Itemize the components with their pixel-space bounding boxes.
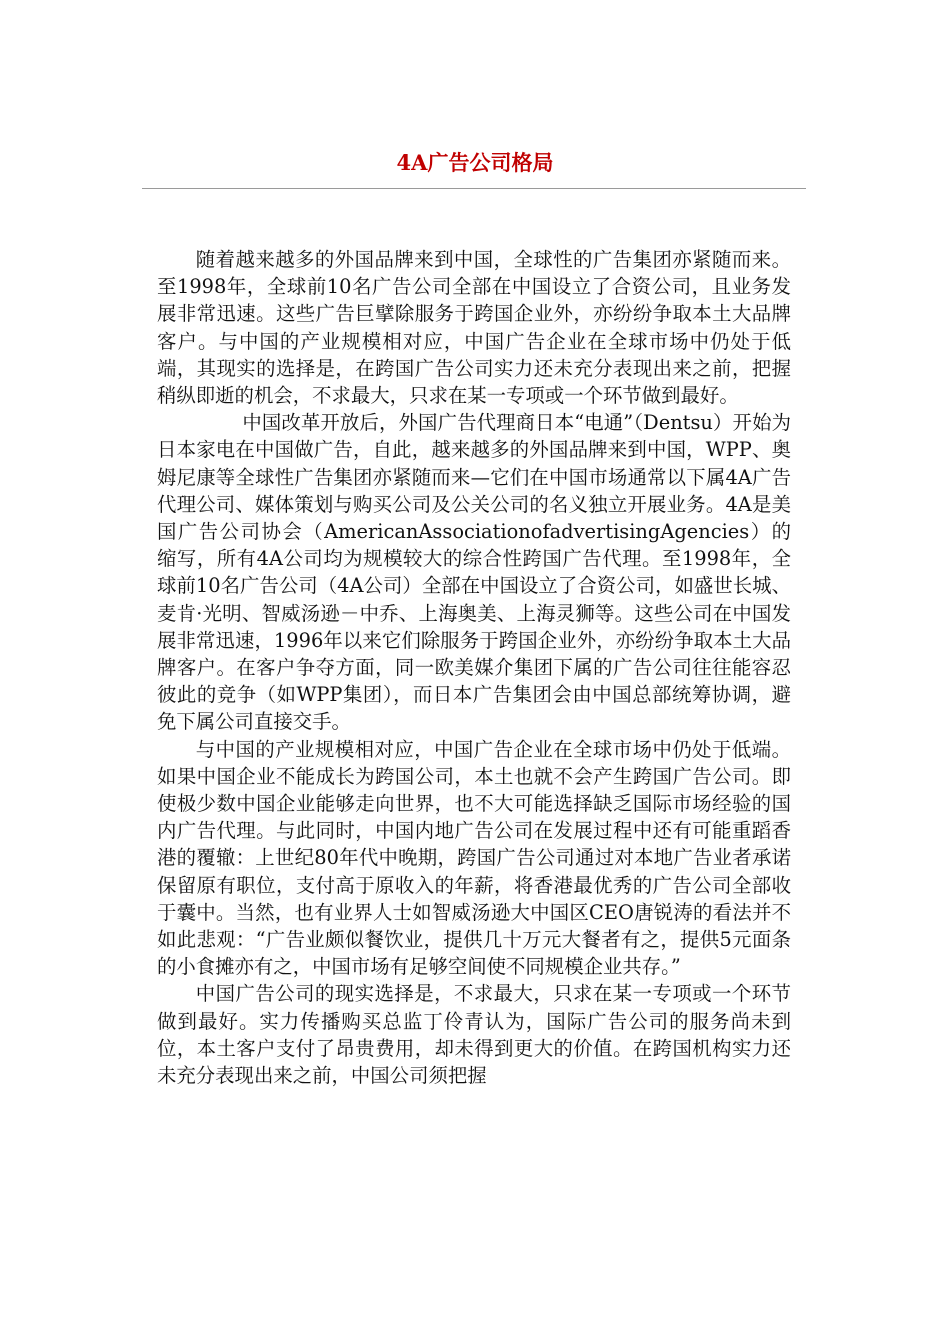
paragraph-3: 与中国的产业规模相对应，中国广告企业在全球市场中仍处于低端。如果中国企业不能成长为跨国公司，本土也就不会产生跨国广告公司。即使极少数中国企业能够走向世界，也不大可能选择缺乏国际市场经验的国内广告代理。与此同时，中国内地广告公司在发展过程中还有可能重蹈香港的覆辙：上世纪80年代中晚期，跨国广告公司通过对本地广告业者承诺保留原有职位，支付高于原收入的年薪，将香港最优秀的广告公司全部收于囊中。当然，也有业界人士如智威汤逊大中国区CEO唐锐涛的看法并不如此悲观：“广告业颇似餐饮业，提供几十万元大餐者有之，提供5元面条的小食摊亦有之，中国市场有足够空间使不同规模企业共存。” [157, 737, 791, 979]
paragraph-1: 随着越来越多的外国品牌来到中国，全球性的广告集团亦紧随而来。至1998年，全球前10名广告公司全部在中国设立了合资公司，且业务发展非常迅速。这些广告巨擘除服务于跨国企业外，亦纷纷争取本土大品牌客户。与中国的产业规模相对应，中国广告企业在全球市场中仍处于低端，其现实的选择是，在跨国广告公司实力还未充分表现出来之前，把握稍纵即逝的机会，不求最大，只求在某一专项或一个环节做到最好。 [157, 248, 791, 408]
paragraph-4: 中国广告公司的现实选择是，不求最大，只求在某一专项或一个环节做到最好。实力传播购买总监丁伶青认为，国际广告公司的服务尚未到位，本土客户支付了昂贵费用，却未得到更大的价值。在跨国机构实力还未充分表现出来之前，中国公司须把握 [157, 982, 791, 1088]
title-divider [142, 188, 806, 189]
document-body [157, 246, 791, 1089]
paragraph-2: 中国改革开放后，外国广告代理商日本“电通”（Dentsu）开始为日本家电在中国做广告，自此，越来越多的外国品牌来到中国，WPP、奥姆尼康等全球性广告集团亦紧随而来—它们在中国市场通常以下属4A广告代理公司、媒体策划与购买公司及公关公司的名义独立开展业务。4A是美国广告公司协会（AmericanAssociationofadvertisingAgencies）的缩写，所有4A公司均为规模较大的综合性跨国广告代理。至1998年，全球前10名广告公司（4A公司）全部在中国设立了合资公司，如盛世长城、麦肯·光明、智威汤逊－中乔、上海奥美、上海灵狮等。这些公司在中国发展非常迅速，1996年以来它们除服务于跨国企业外，亦纷纷争取本土大品牌客户。在客户争夺方面，同一欧美媒介集团下属的广告公司往往能容忍彼此的竞争（如WPP集团），而日本广告集团会由中国总部统筹协调，避免下属公司直接交手。 [157, 411, 791, 734]
document-title: 4A广告公司格局 [396, 150, 554, 175]
